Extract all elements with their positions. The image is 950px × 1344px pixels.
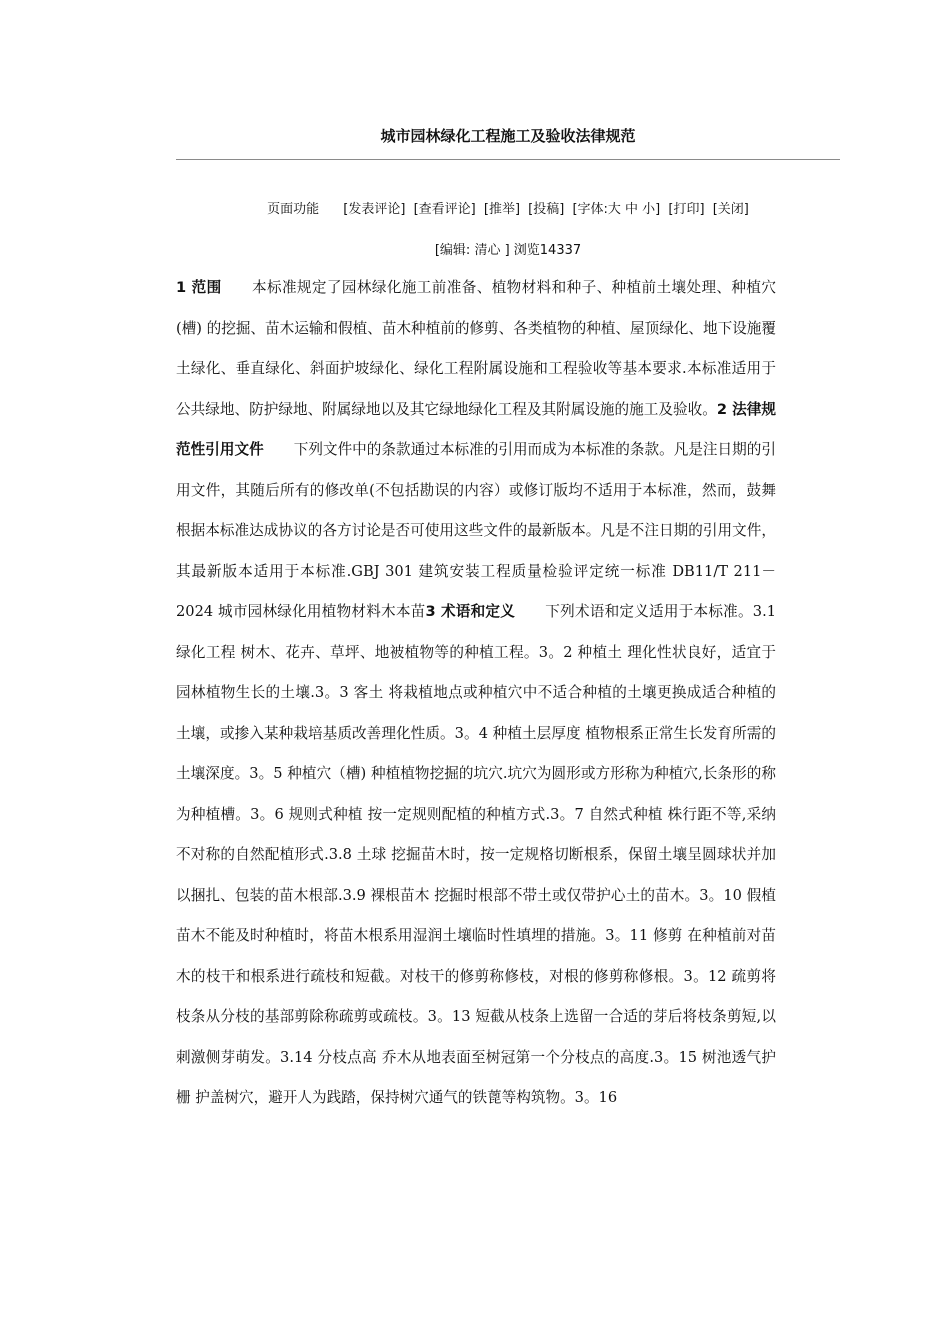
post-comment-link[interactable]: [发表评论]	[343, 202, 406, 217]
view-count: 14337	[539, 243, 582, 258]
view-comment-link[interactable]: [查看评论]	[413, 202, 476, 217]
section-1-heading: 1 范围	[176, 279, 222, 296]
section-3-heading: 3 术语和定义	[425, 603, 516, 620]
title-divider	[176, 159, 840, 160]
submit-link[interactable]: [投稿]	[528, 202, 565, 217]
section-2-heading: 2 法律规范性引用文件	[176, 400, 776, 458]
editor-info	[176, 239, 840, 258]
font-size-link[interactable]: [字体:大 中 小]	[572, 202, 661, 217]
section-1-text: 本标准规定了园林绿化施工前准备、植物材料和种子、种植前土壤处理、种植穴(槽) 的挖掘、苗木运输和假植、苗木种植前的修剪、各类植物的种植、屋顶绿化、地下设施覆土绿化、垂直绿化、斜面护坡绿化、绿化工程附属设施和工程验收等基本要求.本标准适用于公共绿地、防护绿地、附属绿地以及其它绿地绿化工程及其附属设施的施工及验收。	[176, 279, 776, 418]
close-link[interactable]: [关闭]	[712, 202, 749, 217]
editor-line: [编辑: 清心 ] 浏览	[434, 243, 540, 258]
page-function-toolbar	[176, 198, 840, 217]
recommend-link[interactable]: [推举]	[483, 202, 521, 217]
section-2-text: 下列文件中的条款通过本标准的引用而成为本标准的条款。凡是注日期的引用文件，其随后所有的修改单(不包括勘误的内容）或修订版均不适用于本标准，然而，鼓舞根据本标准达成协议的各方讨论是否可使用这些文件的最新版本。凡是不注日期的引用文件，其最新版本适用于本标准.GBJ 301 建筑安装工程质量检验评定统一标准 DB11/T 211－2024 城市园林绿化用植物材料木本苗	[176, 441, 776, 620]
print-link[interactable]: [打印]	[668, 202, 705, 217]
page-title: 城市园林绿化工程施工及验收法律规范	[380, 127, 636, 145]
page-function-label: 页面功能	[267, 202, 320, 217]
section-3-text: 下列术语和定义适用于本标准。3.1 绿化工程 树木、花卉、草坪、地被植物等的种植工程。3。2 种植土 理化性状良好，适宜于园林植物生长的土壤.3。3 客土 将栽植地点或种植穴中不适合种植的土壤更换成适合种植的土壤，或掺入某种栽培基质改善理化性质。3。4 种植土层厚度 植物根系正常生长发育所需的土壤深度。3。5 种植穴（槽) 种植植物挖掘的坑穴.坑穴为圆形或方形称为种植穴,长条形的称为种植槽。3。6 规则式种植 按一定规则配植的种植方式.3。7 自然式种植 株行距不等,采纳不对称的自然配植形式.3.8 土球 挖掘苗木时，按一定规格切断根系，保留土壤呈圆球状并加以捆扎、包装的苗木根部.3.9 裸根苗木 挖掘时根部不带土或仅带护心土的苗木。3。10 假植 苗木不能及时种植时，将苗木根系用湿润土壤临时性填埋的措施。3。11 修剪 在种植前对苗木的枝干和根系进行疏枝和短截。对枝干的修剪称修枝，对根的修剪称修根。3。12 疏剪将枝条从分枝的基部剪除称疏剪或疏枝。3。13 短截从枝条上选留一合适的芽后将枝条剪短,以刺激侧芽萌发。3.14 分枝点高 乔木从地表面至树冠第一个分枝点的高度.3。15 树池透气护栅 护盖树穴，避开人为践踏，保持树穴通气的铁蓖等构筑物。3。16	[176, 603, 776, 1106]
article-body	[176, 268, 776, 1119]
